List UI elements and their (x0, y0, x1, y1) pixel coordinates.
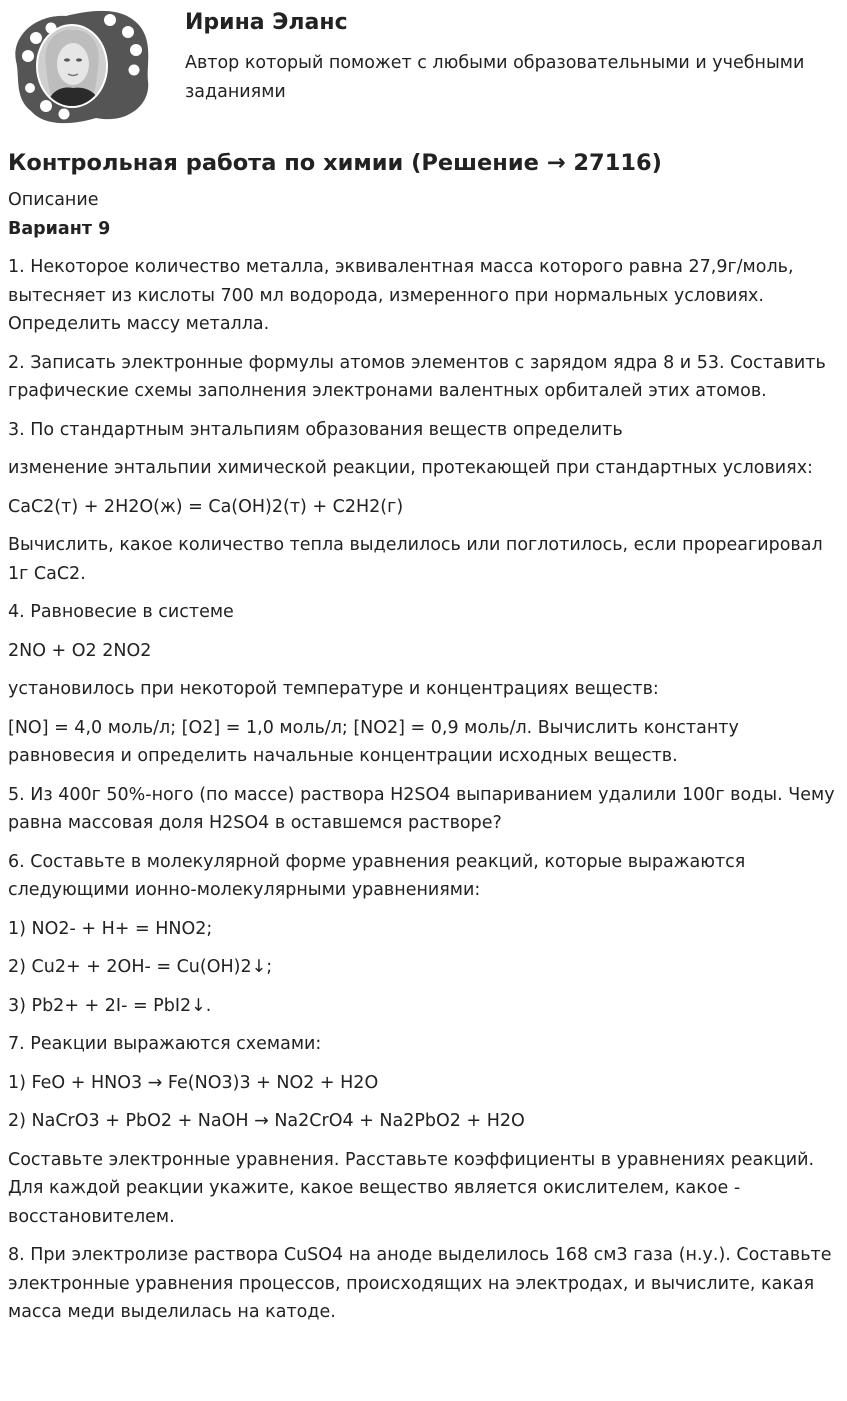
task-paragraph: Вычислить, какое количество тепла выделилось или поглотилось, если прореагировал 1г CaC2. (8, 535, 823, 584)
task-paragraph: 8. При электролизе раствора CuSO4 на аноде выделилось 168 см3 газа (н.у.). Составьте электронные уравнения процессов, происходящих на электродах, и вычислите, какая масса меди выделилась на катоде. (8, 1245, 832, 1322)
task-paragraph: 2) NaCrO3 + PbO2 + NaOH → Na2CrO4 + Na2PbO2 + H2O (8, 1111, 525, 1131)
task-paragraph: 3) Pb2+ + 2I- = PbI2↓. (8, 995, 212, 1016)
author-header (0, 0, 847, 140)
task-paragraph: 6. Составьте в молекулярной форме уравнения реакций, которые выражаются следующими ионно-молекулярными уравнениями: (8, 851, 746, 900)
description-label: Описание (8, 190, 99, 210)
task-paragraph: 1. Некоторое количество металла, эквивалентная масса которого равна 27,9г/моль, вытесняет из кислоты 700 мл водорода, измеренного при нормальных условиях. Определить массу металла. (8, 257, 794, 334)
task-paragraph: 1) FeO + HNO3 → Fe(NO3)3 + NO2 + H2O (8, 1072, 379, 1093)
task-paragraph: 2NO + O2 2NO2 (8, 640, 152, 661)
author-name[interactable]: Ирина Эланс (185, 10, 348, 35)
task-paragraph: 7. Реакции выражаются схемами: (8, 1034, 322, 1054)
page-title: Контрольная работа по химии (Решение → 27116) (8, 150, 662, 176)
task-paragraph: 3. По стандартным энтальпиям образования веществ определить (8, 419, 623, 440)
task-paragraph: 2) Cu2+ + 2OH- = Cu(OH)2↓; (8, 957, 273, 977)
task-paragraph: 4. Равновесие в системе (8, 602, 234, 622)
variant-heading: Вариант 9 (8, 218, 111, 239)
task-paragraph: [NO] = 4,0 моль/л; [O2] = 1,0 моль/л; [NO2] = 0,9 моль/л. Вычислить константу равновесия и определить начальные концентрации исходных веществ. (8, 717, 739, 766)
task-paragraph: Составьте электронные уравнения. Расставьте коэффициенты в уравнениях реакций. Для каждой реакции укажите, какое вещество является окислителем, какое - восстановителем. (8, 1149, 815, 1227)
task-paragraph: установилось при некоторой температуре и концентрациях веществ: (8, 679, 659, 699)
task-paragraph: 5. Из 400г 50%-ного (по массе) раствора H2SO4 выпариванием удалили 100г воды. Чему равна массовая доля H2SO4 в оставшемся растворе? (8, 784, 835, 833)
task-paragraph: 2. Записать электронные формулы атомов элементов с зарядом ядра 8 и 53. Составить графические схемы заполнения электронами валентных орбиталей этих атомов. (8, 352, 826, 401)
author-avatar[interactable] (6, 6, 151, 126)
task-paragraph: 1) NO2- + H+ = HNO2; (8, 918, 213, 939)
task-paragraph: изменение энтальпии химической реакции, протекающей при стандартных условиях: (8, 458, 813, 478)
document-content (8, 146, 838, 1337)
task-paragraph: CaC2(т) + 2H2O(ж) = Ca(OH)2(т) + C2H2(г) (8, 496, 404, 517)
author-description: Автор который поможет с любыми образовательными и учебными заданиями (185, 53, 805, 102)
